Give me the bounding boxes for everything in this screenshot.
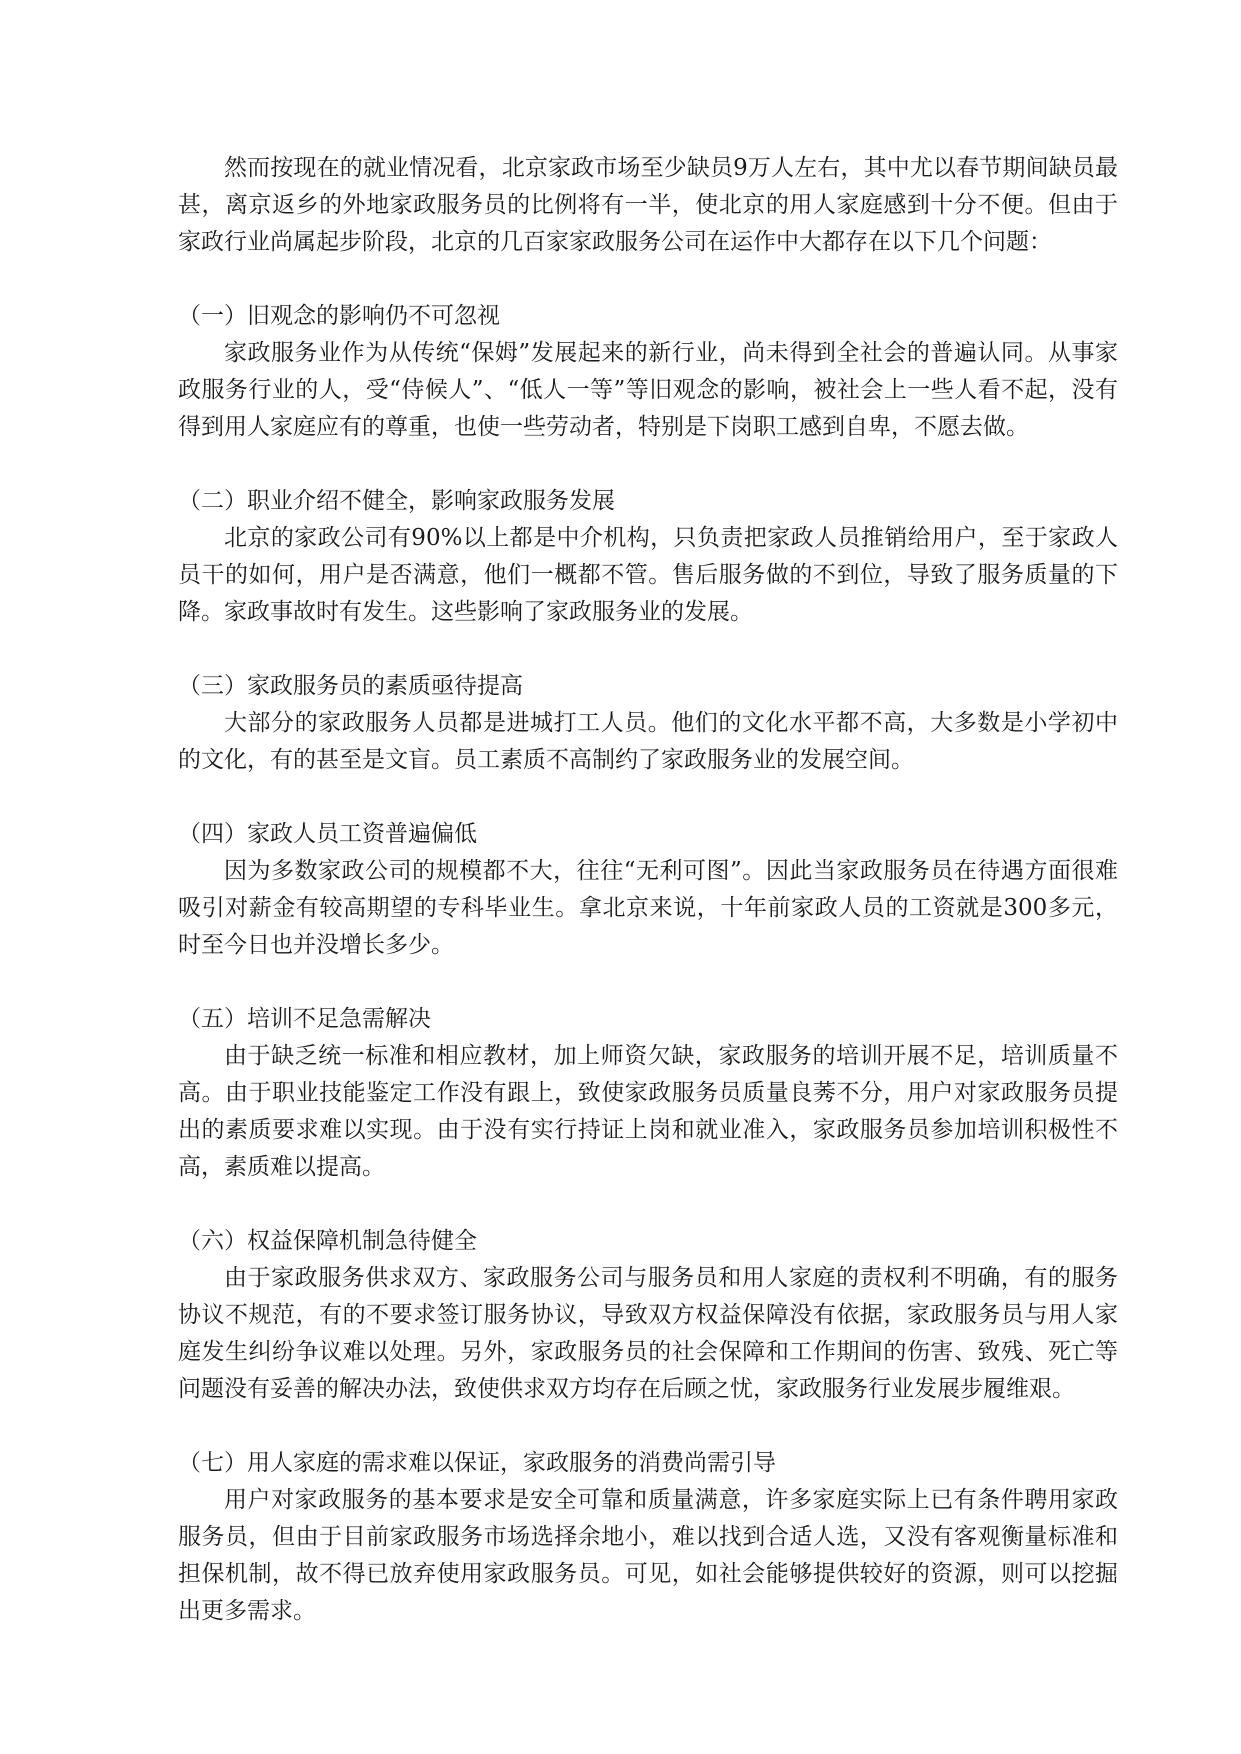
document-page (178, 150, 1118, 1630)
section-heading-4: （四）家政人员工资普遍偏低 (178, 821, 477, 847)
section-body-7: 用户对家政服务的基本要求是安全可靠和质量满意，许多家庭实际上已有条件聘用家政服务员，但由于目前家政服务市场选择余地小，难以找到合适人选，又没有客观衡量标准和担保机制，故不得已放弃使用家政服务员。可见，如社会能够提供较好的资源，则可以挖掘出更多需求。 (178, 1487, 1118, 1624)
spacer (178, 446, 1118, 483)
section-heading-5: （五）培训不足急需解决 (178, 1006, 431, 1032)
section-heading-7: （七）用人家庭的需求难以保证，家政服务的消费尚需引导 (178, 1450, 776, 1476)
section-body-3: 大部分的家政服务人员都是进城打工人员。他们的文化水平都不高，大多数是小学初中的文化，有的甚至是文盲。员工素质不高制约了家政服务业的发展空间。 (178, 710, 1118, 773)
section-body-1: 家政服务业作为从传统“保姆”发展起来的新行业，尚未得到全社会的普遍认同。从事家政服务行业的人，受“侍候人”、“低人一等”等旧观念的影响，被社会上一些人看不起，没有得到用人家庭应有的尊重，也使一些劳动者，特别是下岗职工感到自卑，不愿去做。 (178, 340, 1118, 440)
spacer (178, 964, 1118, 1001)
section-body-6: 由于家政服务供求双方、家政服务公司与服务员和用人家庭的责权利不明确，有的服务协议不规范，有的不要求签订服务协议，导致双方权益保障没有依据，家政服务员与用人家庭发生纠纷争议难以处理。另外，家政服务员的社会保障和工作期间的伤害、致残、死亡等问题没有妥善的解决办法，致使供求双方均存在后顾之忧，家政服务行业发展步履维艰。 (178, 1265, 1118, 1402)
section-heading-6: （六）权益保障机制急待健全 (178, 1228, 477, 1254)
spacer (178, 631, 1118, 668)
intro-paragraph: 然而按现在的就业情况看，北京家政市场至少缺员9万人左右，其中尤以春节期间缺员最甚，离京返乡的外地家政服务员的比例将有一半，使北京的用人家庭感到十分不便。但由于家政行业尚属起步阶段，北京的几百家家政服务公司在运作中大都存在以下几个问题： (178, 155, 1118, 255)
section-heading-1: （一）旧观念的影响仍不可忽视 (178, 303, 500, 329)
section-heading-2: （二）职业介绍不健全，影响家政服务发展 (178, 488, 615, 514)
spacer (178, 779, 1118, 816)
spacer (178, 1408, 1118, 1445)
spacer (178, 261, 1118, 298)
spacer (178, 1186, 1118, 1223)
section-heading-3: （三）家政服务员的素质亟待提高 (178, 673, 523, 699)
section-body-2: 北京的家政公司有90%以上都是中介机构，只负责把家政人员推销给用户，至于家政人员干的如何，用户是否满意，他们一概都不管。售后服务做的不到位，导致了服务质量的下降。家政事故时有发生。这些影响了家政服务业的发展。 (178, 525, 1118, 625)
section-body-4: 因为多数家政公司的规模都不大，往往“无利可图”。因此当家政服务员在待遇方面很难吸引对薪金有较高期望的专科毕业生。拿北京来说，十年前家政人员的工资就是300多元，时至今日也并没增长多少。 (178, 858, 1118, 958)
section-body-5: 由于缺乏统一标准和相应教材，加上师资欠缺，家政服务的培训开展不足，培训质量不高。由于职业技能鉴定工作没有跟上，致使家政服务员质量良莠不分，用户对家政服务员提出的素质要求难以实现。由于没有实行持证上岗和就业准入，家政服务员参加培训积极性不高，素质难以提高。 (178, 1043, 1118, 1180)
